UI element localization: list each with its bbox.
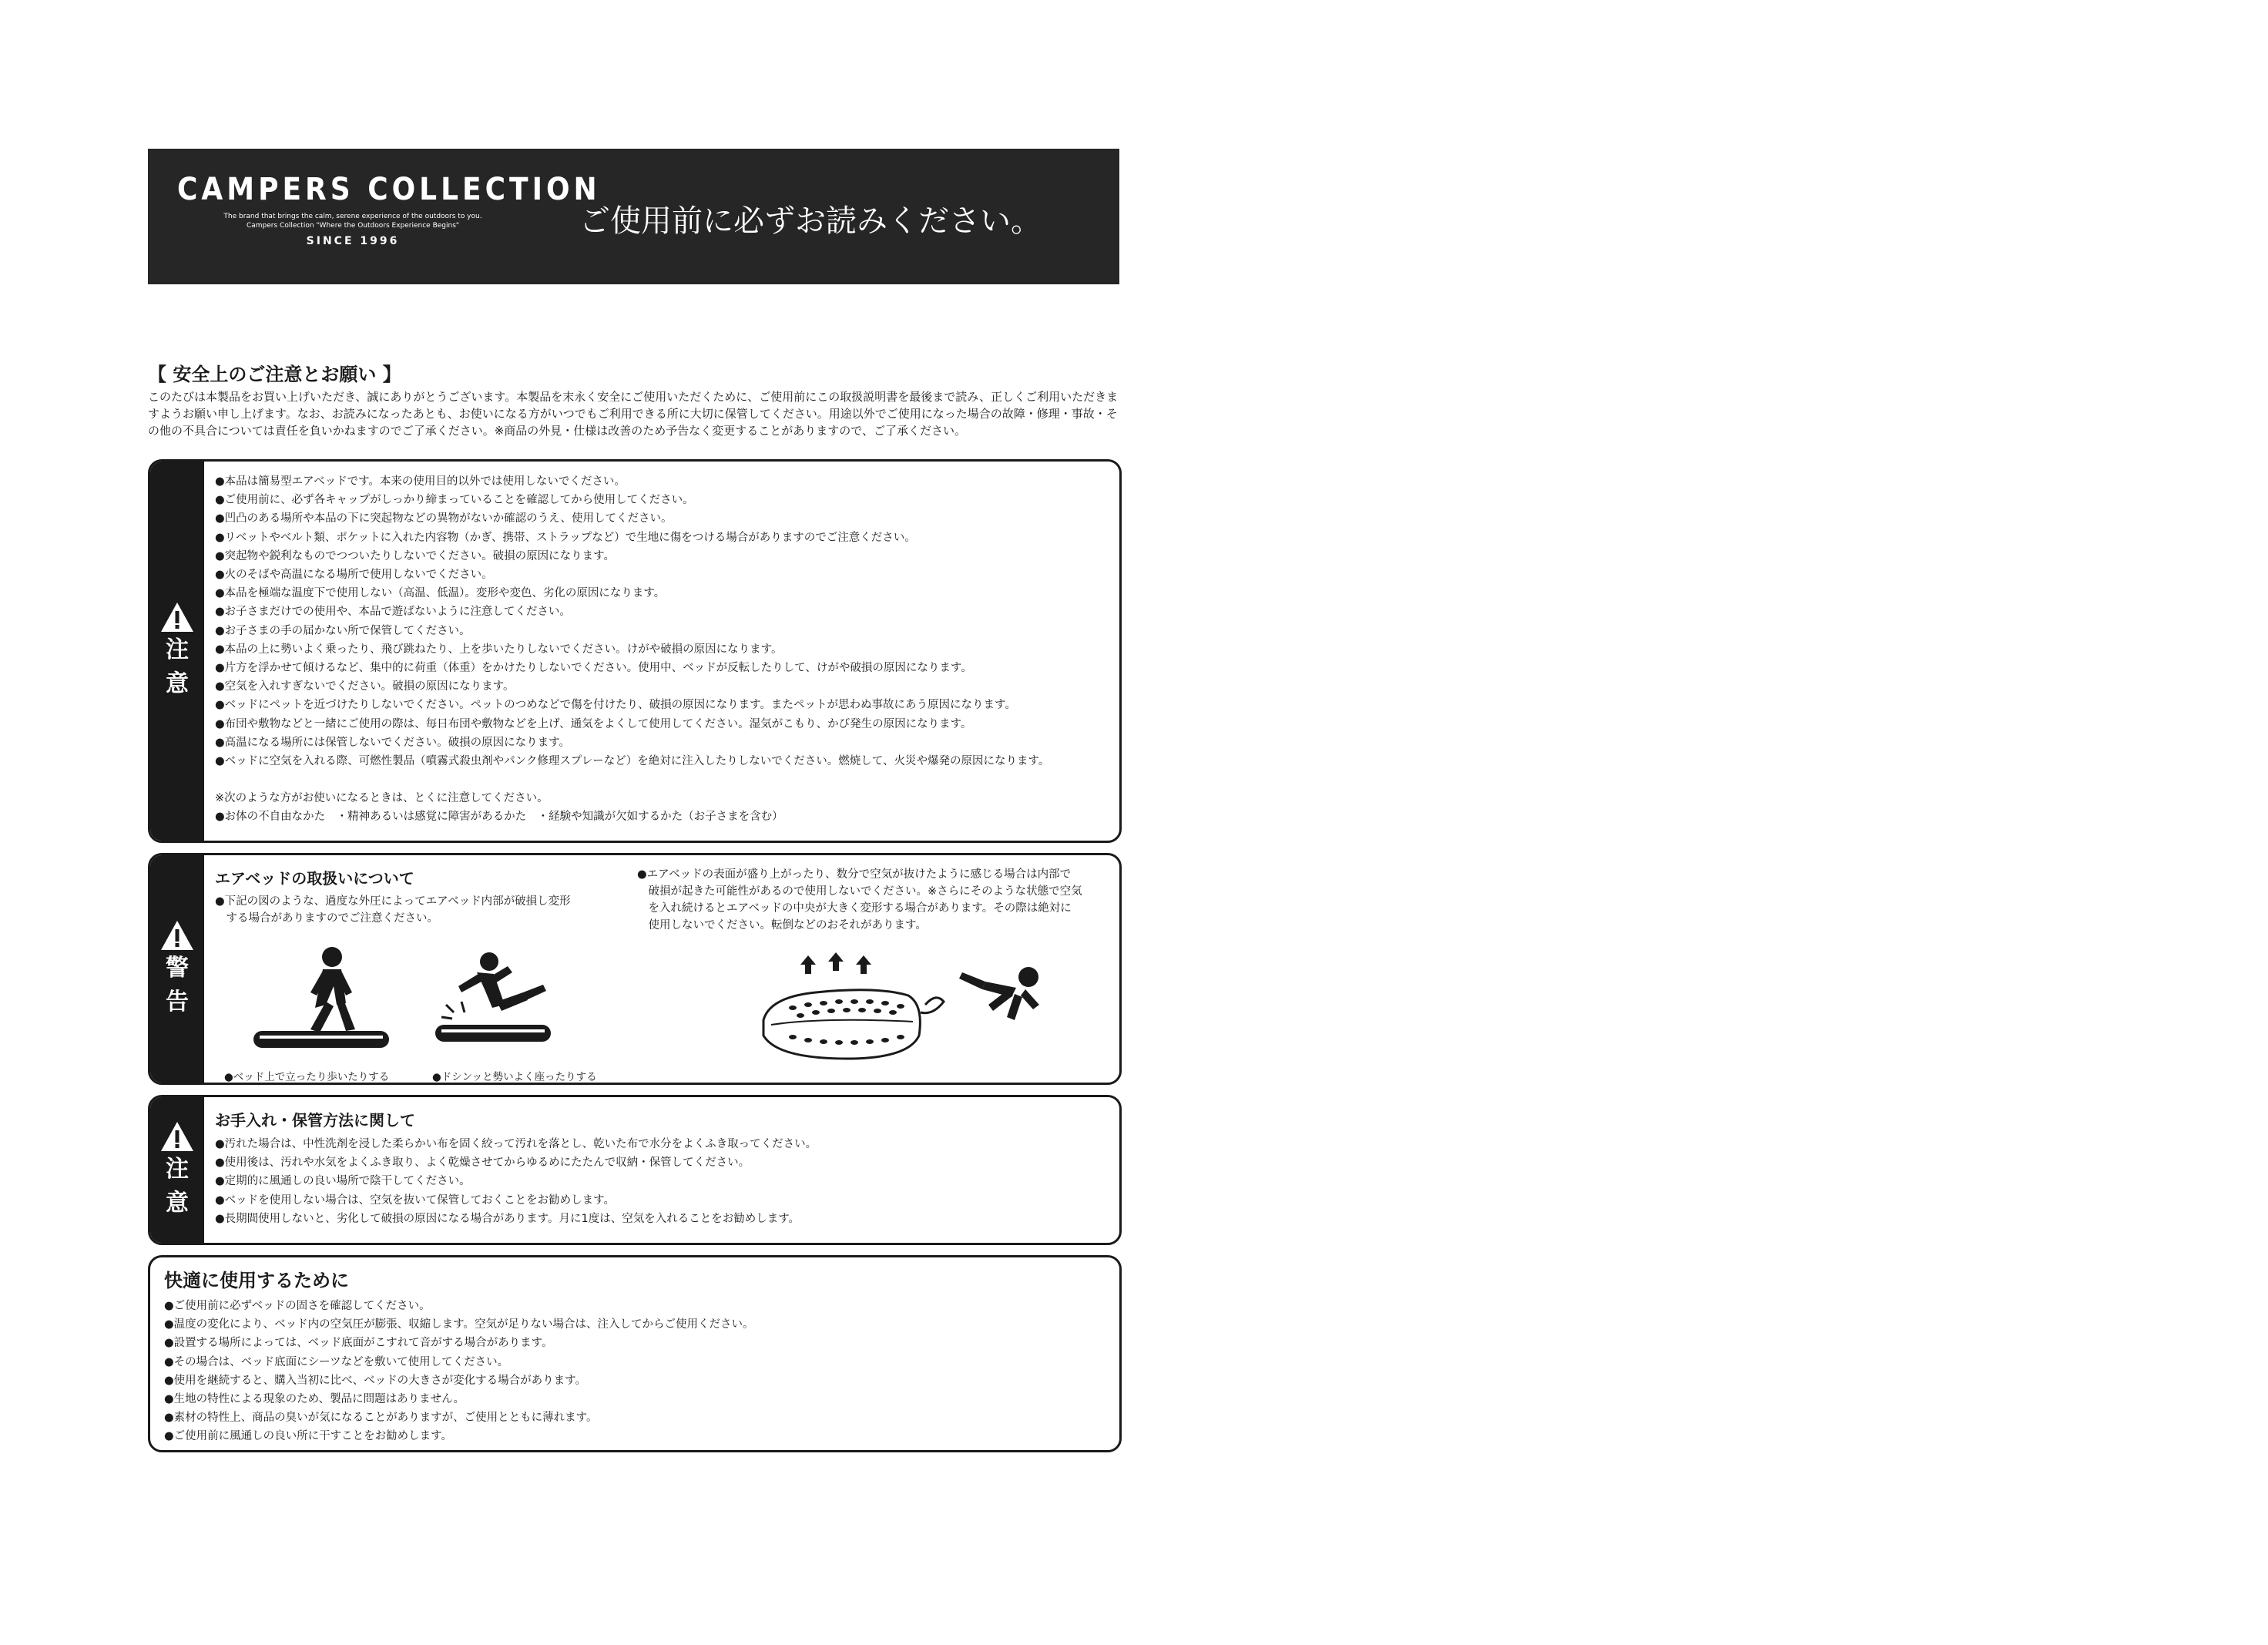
care-title: お手入れ・保管方法に関して xyxy=(215,1111,415,1130)
list-item: ●定期的に風通しの良い場所で陰干してください。 xyxy=(215,1175,471,1188)
figure-2-caption: ●ドシンッと勢いよく座ったりする xyxy=(432,1071,597,1083)
comfort-box xyxy=(148,1255,1122,1452)
care-box xyxy=(148,1095,1122,1245)
warning-title: エアベッドの取扱いについて xyxy=(215,869,414,888)
list-item: ●素材の特性上、商品の臭いが気になることがありますが、ご使用とともに薄れます。 xyxy=(164,1412,598,1425)
care-label-char-2: 意 xyxy=(166,1189,189,1217)
caution-persons: ●お体の不自由なかた ・精神あるいは感覚に障害があるかた ・経験や知識が欠如するかた（お子さまを含む） xyxy=(215,811,783,824)
warning-left-text-1: ●下記の図のような、過度な外圧によってエアベッド内部が破損し変形 xyxy=(215,895,571,908)
list-item: ●本品の上に勢いよく乗ったり、飛び跳ねたり、上を歩いたりしないでください。けがや破損の原因になります。 xyxy=(215,643,783,656)
brand-name: CAMPERS COLLECTION xyxy=(177,172,601,207)
brand-since: SINCE 1996 xyxy=(306,235,400,247)
list-item: ●ベッドに空気を入れる際、可燃性製品（噴霧式殺虫剤やパンク修理スプレーなど）を絶対に注入したりしないでください。燃焼して、火災や爆発の原因になります。 xyxy=(215,755,1050,768)
caution-label-char-2: 意 xyxy=(166,670,189,697)
list-item: ●突起物や鋭利なものでつついたりしないでください。破損の原因になります。 xyxy=(215,549,615,562)
warning-label-char-1: 警 xyxy=(166,954,189,982)
comfort-title: 快適に使用するために xyxy=(164,1270,349,1291)
list-item: ●布団や敷物などと一緒にご使用の際は、毎日布団や敷物などを上げ、通気をよくして使用してください。湿気がこもり、かび発生の原因になります。 xyxy=(215,717,972,730)
list-item: ●温度の変化により、ベッド内の空気圧が膨張、収縮します。空気が足りない場合は、注入してからご使用ください。 xyxy=(164,1318,754,1331)
warning-right-text-4: 使用しないでください。転倒などのおそれがあります。 xyxy=(637,919,927,932)
warning-box xyxy=(148,853,1122,1085)
warning-triangle-icon xyxy=(159,601,195,633)
care-label-char-1: 注 xyxy=(166,1155,189,1183)
comfort-body xyxy=(164,1265,1109,1442)
list-item: ●本品を極端な温度下で使用しない（高温、低温）。変形や変色、劣化の原因になります。 xyxy=(215,587,666,600)
list-item: ●凹凸のある場所や本品の下に突起物などの異物がないか確認のうえ、使用してください。 xyxy=(215,512,673,525)
intro-text: このたびは本製品をお買い上げいただき、誠にありがとうございます。本製品を末永く安全にご使用いただくために、ご使用前にこの取扱説明書を最後まで読み、正しくご利用いただきますようお願い申し上げます。なお、お読みになったあとも、お使いになる方がいつでもご利用できる所に大切に保管してください。用途以外でご使用になった場合の故障・修理・事故・その他の不具合については責任を負いかねますのでご了承ください。※商品の外見・仕様は改善のため予告なく変更することがありますので、ご了承ください。 xyxy=(148,390,1119,438)
caution-body xyxy=(215,472,1109,833)
comfort-list xyxy=(164,1297,1109,1446)
list-item: ●本品は簡易型エアベッドです。本来の使用目的以外では使用しないでください。 xyxy=(215,475,626,488)
list-item: ●片方を浮かせて傾けるなど、集中的に荷重（体重）をかけたりしないでください。使用中、ベッドが反転したりして、けがや破損の原因になります。 xyxy=(215,662,972,675)
list-item: ●火のそばや高温になる場所で使用しないでください。 xyxy=(215,569,493,582)
list-item: ●その場合は、ベッド底面にシーツなどを敷いて使用してください。 xyxy=(164,1355,509,1368)
list-item: ●ご使用前に、必ず各キャップがしっかり締まっていることを確認してから使用してください。 xyxy=(215,494,694,507)
brand-tagline-line-1: The brand that brings the calm, serene experience of the outdoors to you. xyxy=(223,213,482,220)
list-item: ●ベッドにペットを近づけたりしないでください。ペットのつめなどで傷を付けたり、破損の原因になります。またペットが思わぬ事故にあう原因になります。 xyxy=(215,699,1016,712)
warning-left-text-2: する場合がありますのでご注意ください。 xyxy=(215,912,438,925)
list-item: ●使用を継続すると、購入当初に比べ、ベッドの大きさが変化する場合があります。 xyxy=(164,1374,586,1387)
list-item: ●お子さまだけでの使用や、本品で遊ばないように注意してください。 xyxy=(215,606,571,619)
caution-list xyxy=(215,472,1109,770)
warning-triangle-icon xyxy=(159,1120,195,1153)
caution-box xyxy=(148,459,1122,843)
warning-label-char-2: 告 xyxy=(166,988,189,1016)
warning-right-text-3: を入れ続けるとエアベッドの中央が大きく変形する場合があります。その際は絶対に xyxy=(637,902,1072,915)
warning-left-column xyxy=(215,866,631,927)
list-item: ●空気を入れすぎないでください。破損の原因になります。 xyxy=(215,680,515,693)
sitting-hard-illustration xyxy=(431,951,562,1051)
safety-section-title: 【 安全上のご注意とお願い 】 xyxy=(148,364,401,385)
list-item: ●ご使用前に必ずベッドの固さを確認してください。 xyxy=(164,1300,431,1312)
care-body xyxy=(215,1108,1109,1235)
caution-side-label xyxy=(150,462,204,841)
list-item: ●高温になる場所には保管しないでください。破損の原因になります。 xyxy=(215,736,570,749)
list-item: ●ご使用前に風通しの良い所に干すことをお勧めします。 xyxy=(164,1430,452,1443)
caution-label-char-1: 注 xyxy=(166,636,189,663)
warning-triangle-icon xyxy=(159,919,195,952)
list-item: ●設置する場所によっては、ベッド底面がこすれて音がする場合があります。 xyxy=(164,1337,553,1350)
warning-side-label xyxy=(150,855,204,1083)
warning-right-text-1: ●エアベッドの表面が盛り上がったり、数分で空気が抜けたように感じる場合は内部で xyxy=(637,868,1072,881)
header-banner xyxy=(148,149,1119,284)
caution-note: ※次のような方がお使いになるときは、とくに注意してください。 xyxy=(215,792,549,805)
list-item: ●汚れた場合は、中性洗剤を浸した柔らかい布を固く絞って汚れを落とし、乾いた布で水分をよくふき取ってください。 xyxy=(215,1138,817,1150)
warning-body xyxy=(215,866,1109,1083)
list-item: ●使用後は、汚れや水気をよくふき取り、よく乾燥させてからゆるめにたたんで収納・保管してください。 xyxy=(215,1157,750,1170)
standing-on-bed-illustration xyxy=(246,943,408,1051)
deformed-bed-falling-illustration xyxy=(754,951,1047,1082)
figure-1-caption: ●ベッド上で立ったり歩いたりする xyxy=(224,1071,390,1083)
list-item: ●長期間使用しないと、劣化して破損の原因になる場合があります。月に1度は、空気を入れることをお勧めします。 xyxy=(215,1212,800,1225)
list-item: ●お子さまの手の届かない所で保管してください。 xyxy=(215,624,471,637)
list-item: ●生地の特性による現象のため、製品に問題はありません。 xyxy=(164,1393,465,1406)
brand-tagline xyxy=(177,212,528,230)
list-item: ●ベッドを使用しない場合は、空気を抜いて保管しておくことをお勧めします。 xyxy=(215,1193,615,1207)
warning-right-text-2: 破損が起きた可能性があるので使用しないでください。※さらにそのような状態で空気 xyxy=(637,885,1082,898)
brand-tagline-line-2: Campers Collection "Where the Outdoors Experience Begins" xyxy=(246,222,460,230)
care-side-label xyxy=(150,1097,204,1243)
list-item: ●リベットやベルト類、ポケットに入れた内容物（かぎ、携帯、ストラップなど）で生地に傷をつける場合がありますのでご注意ください。 xyxy=(215,531,916,544)
warning-right-column xyxy=(637,866,1115,934)
read-before-use-notice: ご使用前に必ずお読みください。 xyxy=(579,203,1042,239)
care-list xyxy=(215,1135,1109,1228)
